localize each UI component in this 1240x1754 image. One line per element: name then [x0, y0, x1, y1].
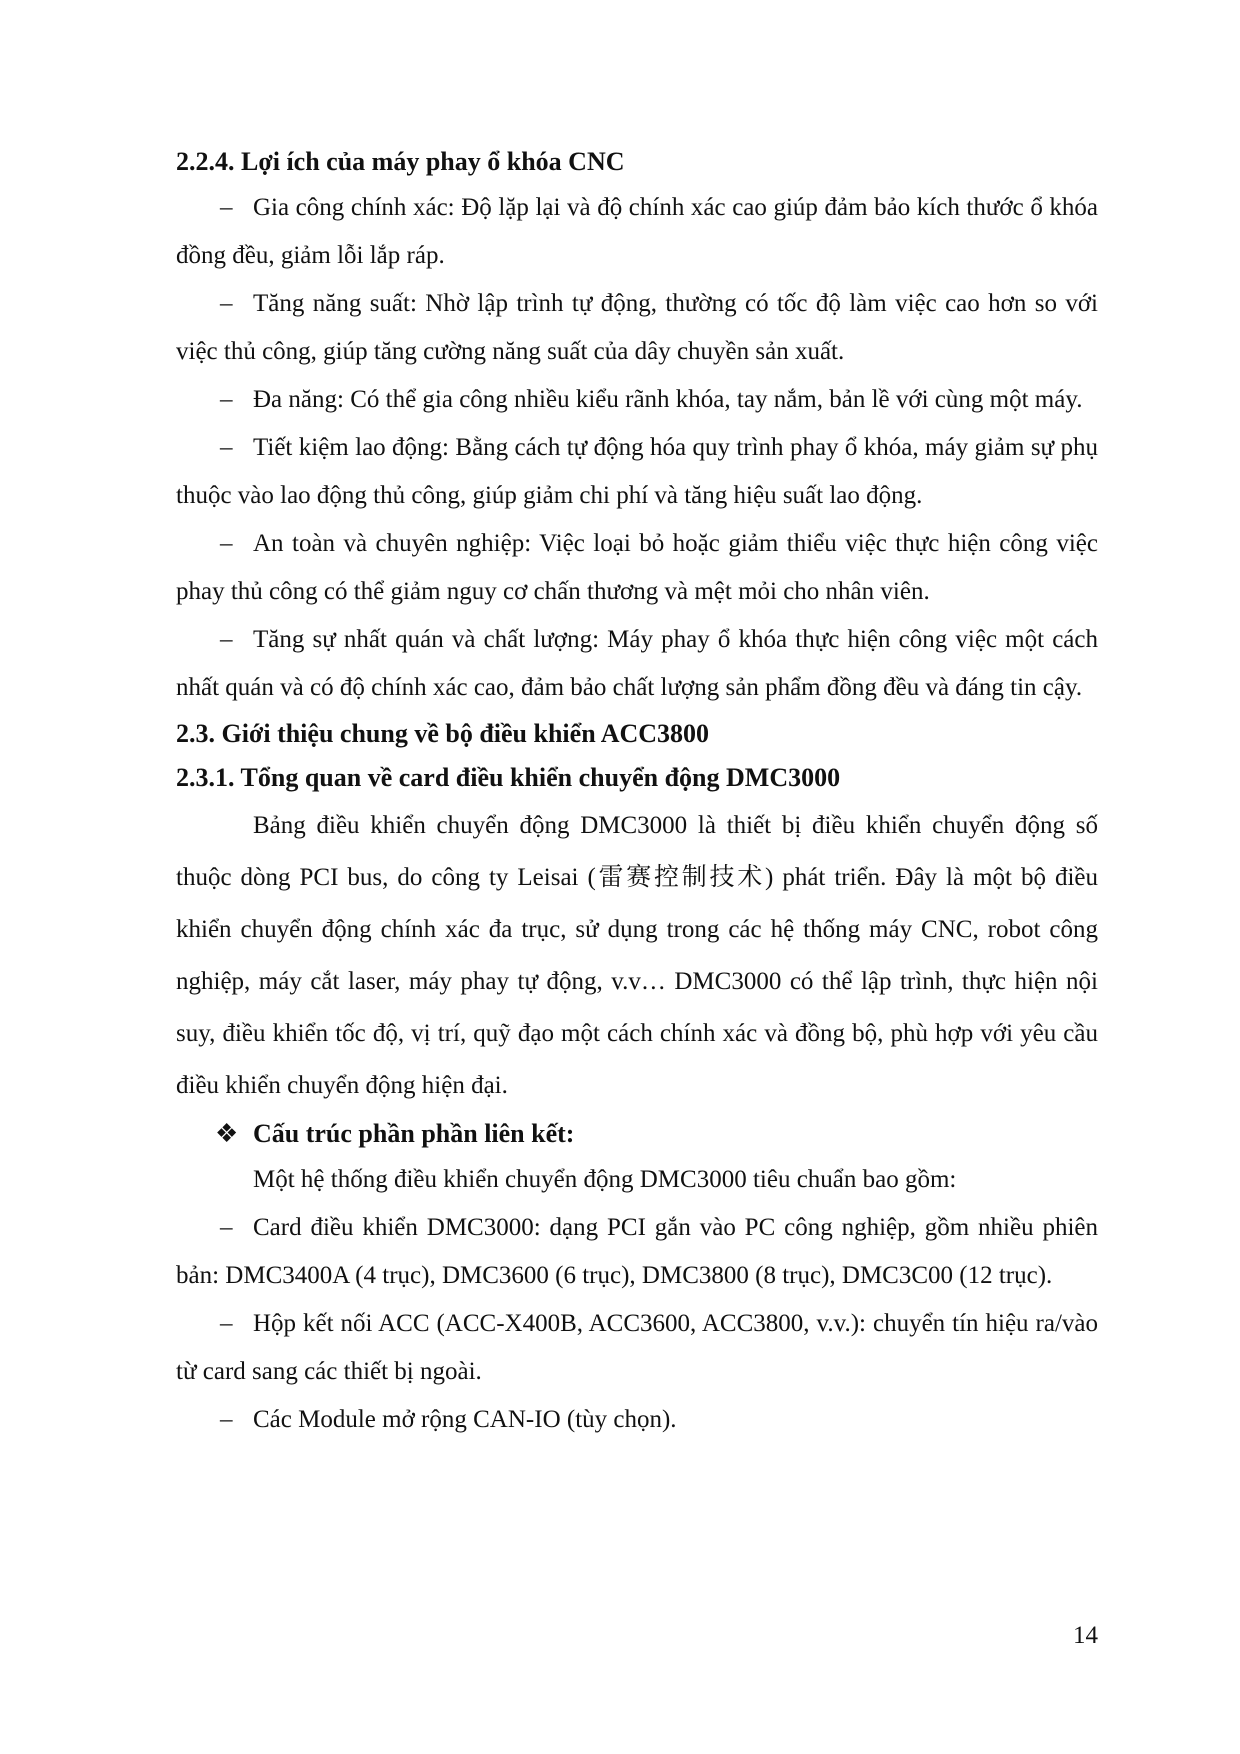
dash-bullet: – [220, 194, 233, 221]
list-item: – Card điều khiển DMC3000: dạng PCI gắn vào PC công nghiệp, gồm nhiều phiên bản: DMC3400A (4 trục), DMC3600 (6 trục), DMC3800 (8 trục), DMC3C00 (12 trục). [176, 1204, 1098, 1300]
diamond-bullet-icon: ❖ [215, 1119, 239, 1148]
document-page [176, 140, 1098, 1444]
section-heading-2-2-4: 2.2.4. Lợi ích của máy phay ổ khóa CNC [176, 147, 625, 176]
list-item: – Hộp kết nối ACC (ACC-X400B, ACC3600, ACC3800, v.v.): chuyển tín hiệu ra/vào từ card sang các thiết bị ngoài. [176, 1300, 1098, 1396]
dash-bullet: – [220, 1214, 233, 1241]
list-item: – Tăng sự nhất quán và chất lượng: Máy phay ổ khóa thực hiện công việc một cách nhất quán và có độ chính xác cao, đảm bảo chất lượng sản phẩm đồng đều và đáng tin cậy. [176, 616, 1098, 712]
list-item: – Gia công chính xác: Độ lặp lại và độ chính xác cao giúp đảm bảo kích thước ổ khóa đồng đều, giảm lỗi lắp ráp. [176, 184, 1098, 280]
list-item: – Đa năng: Có thể gia công nhiều kiểu rãnh khóa, tay nắm, bản lề với cùng một máy. [176, 376, 1098, 424]
section-heading-2-3-1: 2.3.1. Tổng quan về card điều khiển chuyển động DMC3000 [176, 763, 841, 792]
dash-bullet: – [220, 626, 233, 653]
list-item: – An toàn và chuyên nghiệp: Việc loại bỏ hoặc giảm thiểu việc thực hiện công việc phay thủ công có thể giảm nguy cơ chấn thương và mệt mỏi cho nhân viên. [176, 520, 1098, 616]
dash-bullet: – [220, 1406, 233, 1433]
dash-bullet: – [220, 386, 233, 413]
dash-bullet: – [220, 434, 233, 461]
section-heading-2-3: 2.3. Giới thiệu chung về bộ điều khiển ACC3800 [176, 719, 710, 748]
list-item: – Tiết kiệm lao động: Bằng cách tự động hóa quy trình phay ổ khóa, máy giảm sự phụ thuộc vào lao động thủ công, giúp giảm chi phí và tăng hiệu suất lao động. [176, 424, 1098, 520]
page-number: 14 [1073, 1622, 1098, 1649]
intro-sentence: Một hệ thống điều khiển chuyển động DMC3000 tiêu chuẩn bao gồm: [253, 1166, 957, 1193]
list-item: – Các Module mở rộng CAN-IO (tùy chọn). [176, 1396, 1098, 1444]
dash-bullet: – [220, 290, 233, 317]
list-item: – Tăng năng suất: Nhờ lập trình tự động, thường có tốc độ làm việc cao hơn so với việc thủ công, giúp tăng cường năng suất của dây chuyền sản xuất. [176, 280, 1098, 376]
dash-bullet: – [220, 530, 233, 557]
body-paragraph: Bảng điều khiển chuyển động DMC3000 là thiết bị điều khiển chuyển động số thuộc dòng PCI bus, do công ty Leisai (雷赛控制技术) phát triển. Đây là một bộ điều khiển chuyển động chính xác đa trục, sử dụng trong các hệ thống máy CNC, robot công nghiệp, máy cắt laser, máy phay tự động, v.v… DMC3000 có thể lập trình, thực hiện nội suy, điều khiển tốc độ, vị trí, quỹ đạo một cách chính xác và đồng bộ, phù hợp với yêu cầu điều khiển chuyển động hiện đại. [176, 812, 1098, 1099]
dash-bullet: – [220, 1310, 233, 1337]
subsection-heading: ❖ Cấu trúc phần phần liên kết: [176, 1112, 1098, 1156]
